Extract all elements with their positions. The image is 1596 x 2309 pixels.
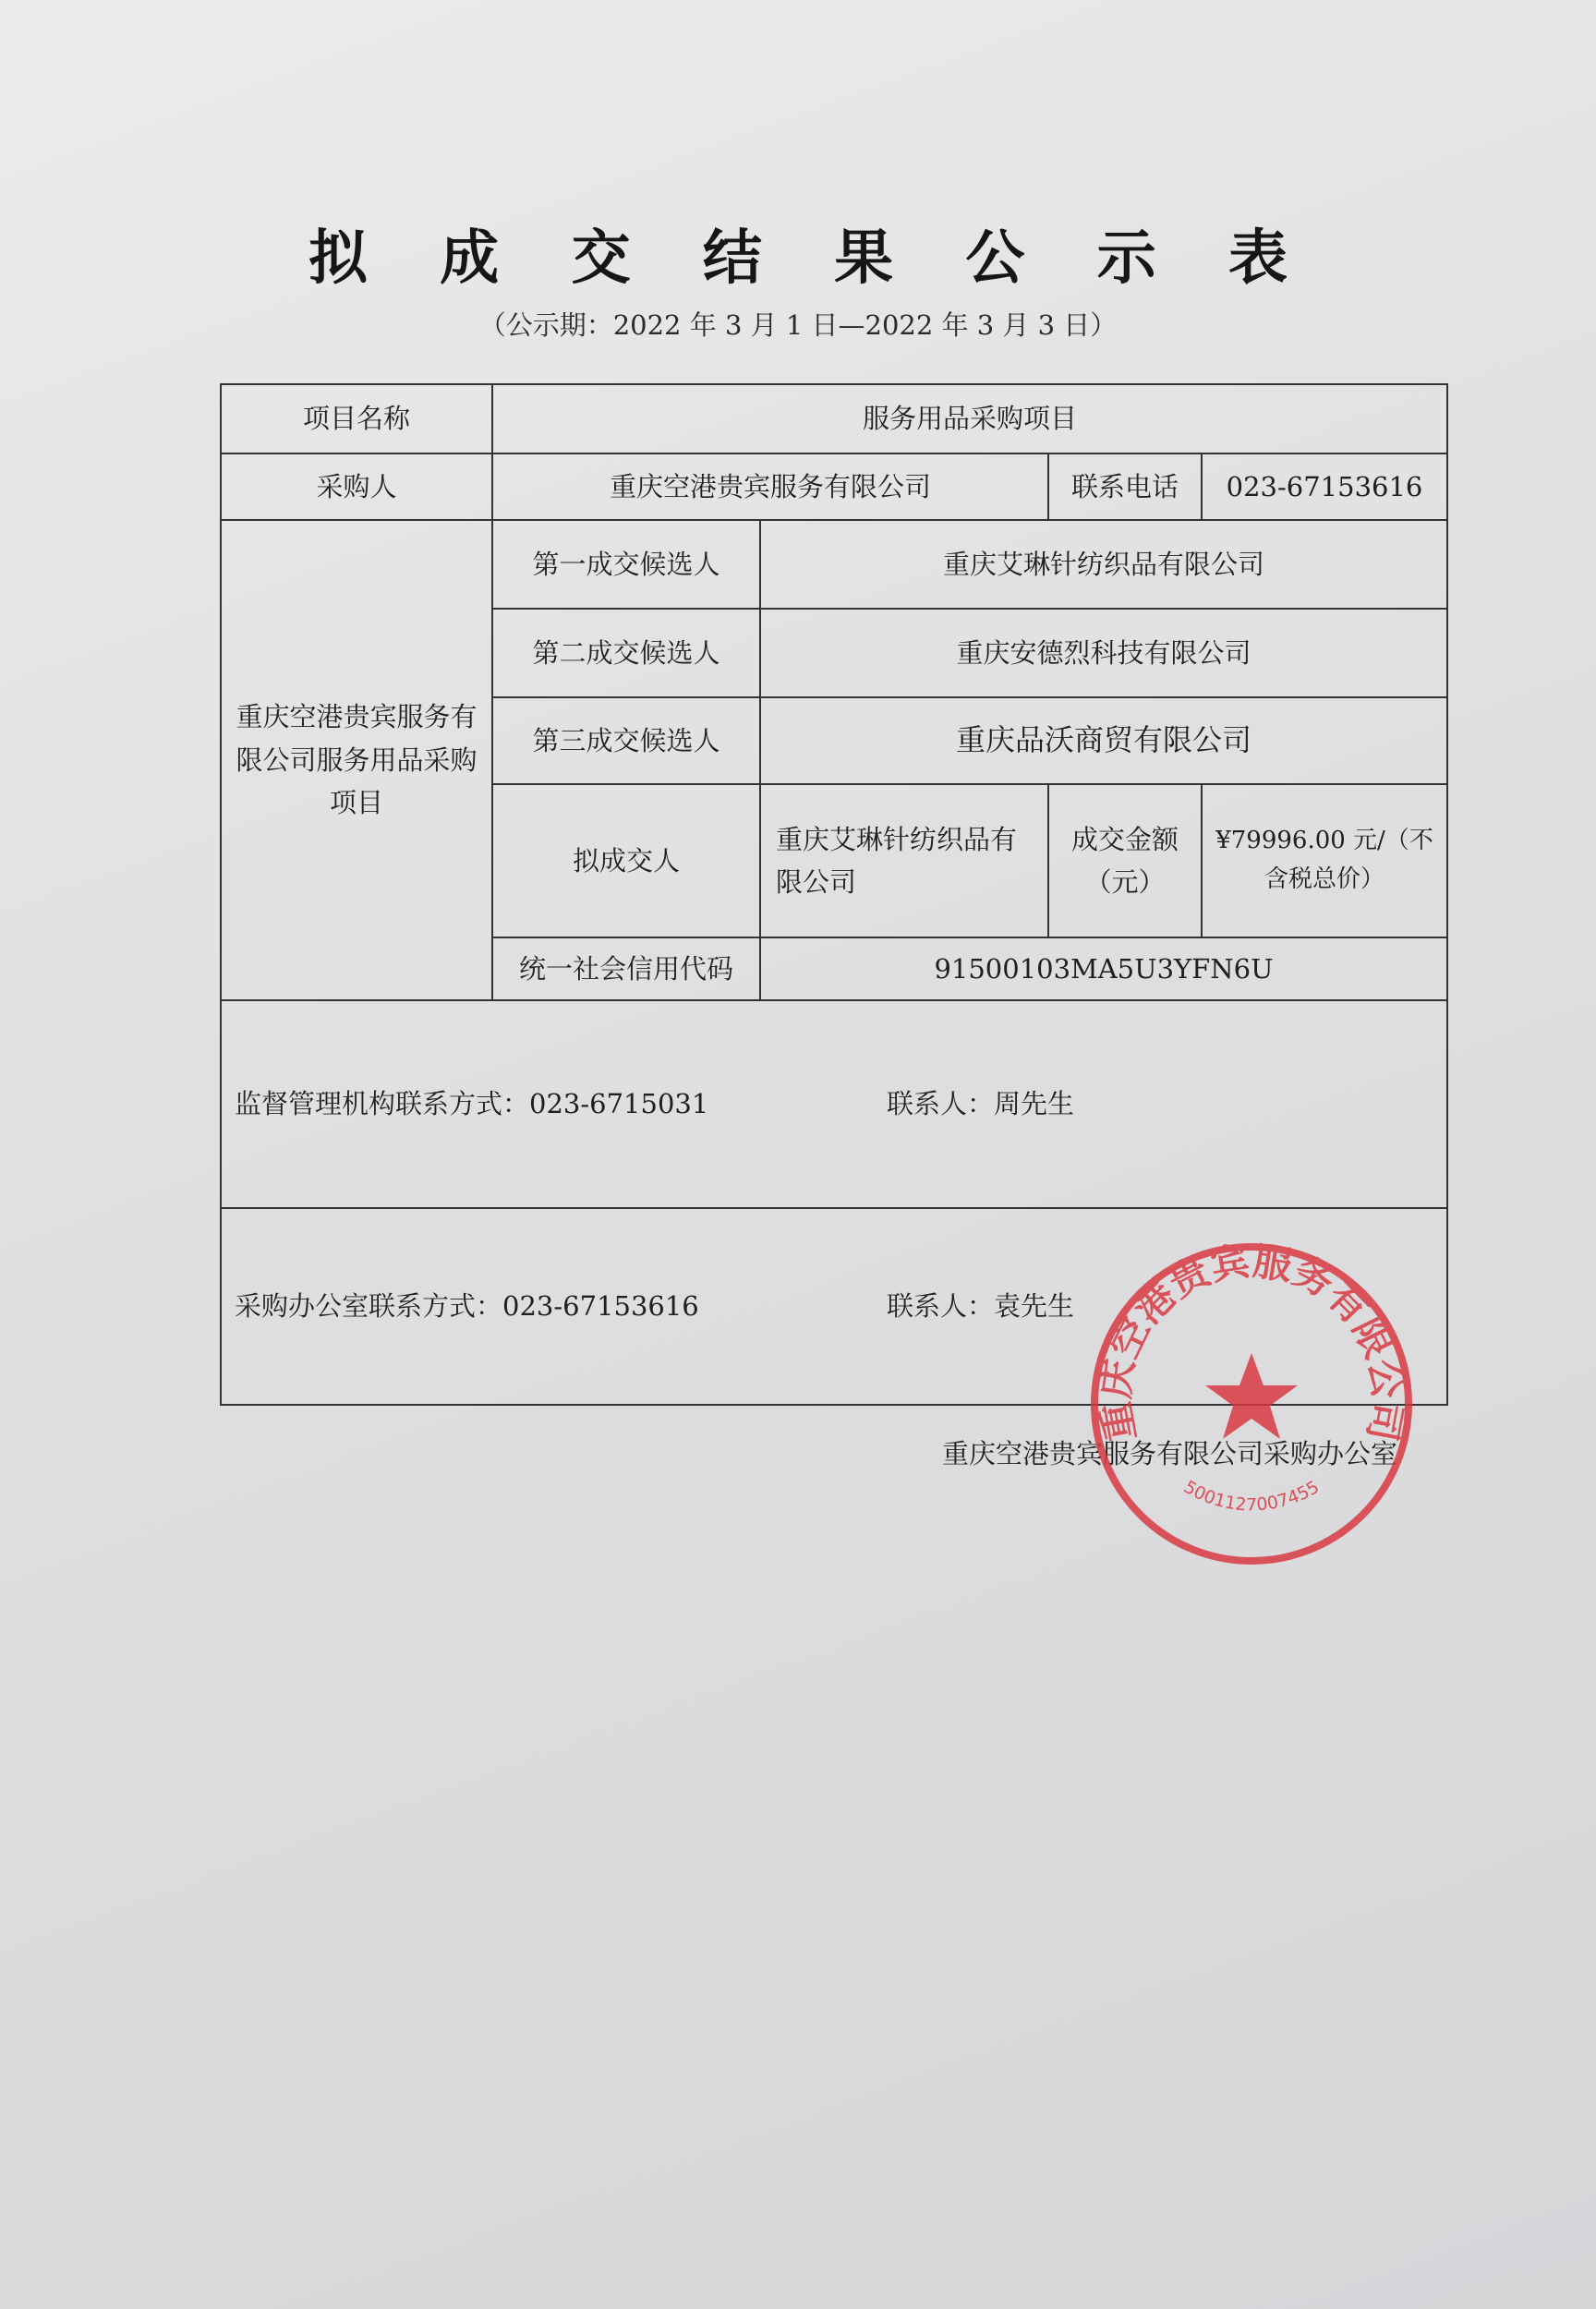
- phone-value: 023-67153616: [1202, 453, 1447, 520]
- office-person: 联系人：袁先生: [887, 1290, 1075, 1323]
- winner-label: 拟成交人: [492, 784, 760, 937]
- winner-value: 重庆艾琳针纺织品有限公司: [760, 784, 1048, 937]
- supervisor-contact: 监督管理机构联系方式：023-6715031: [235, 1088, 709, 1120]
- office-contact: 采购办公室联系方式：023-67153616: [235, 1290, 699, 1323]
- table-row: [221, 520, 1447, 609]
- purchaser-label: 采购人: [221, 453, 492, 520]
- table-row: [221, 453, 1447, 520]
- table-row: [221, 1000, 1447, 1208]
- project-name-label: 项目名称: [221, 384, 492, 453]
- candidate2-label: 第二成交候选人: [492, 609, 760, 697]
- project-name-value: 服务用品采购项目: [492, 384, 1447, 453]
- amount-label: 成交金额（元）: [1048, 784, 1202, 937]
- seal-name: 重庆空港贵宾服务有限公司: [1092, 1238, 1411, 1445]
- page-title: 拟 成 交 结 果 公 示 表: [308, 224, 1313, 293]
- table-row: [221, 384, 1447, 453]
- candidate3-label: 第三成交候选人: [492, 697, 760, 784]
- phone-label: 联系电话: [1048, 453, 1202, 520]
- amount-value: ¥79996.00 元/（不含税总价）: [1202, 784, 1447, 937]
- company-seal: [1085, 1238, 1418, 1570]
- star-icon: [1205, 1353, 1298, 1439]
- candidate2-value: 重庆安德烈科技有限公司: [760, 609, 1447, 697]
- signature: 重庆空港贵宾服务有限公司采购办公室: [942, 1438, 1398, 1469]
- credit-code-value: 91500103MA5U3YFN6U: [760, 937, 1447, 1000]
- supervisor-contact-cell: [221, 1000, 1447, 1208]
- candidate3-value: 重庆品沃商贸有限公司: [760, 697, 1447, 784]
- candidate1-value: 重庆艾琳针纺织品有限公司: [760, 520, 1447, 609]
- purchaser-value: 重庆空港贵宾服务有限公司: [492, 453, 1048, 520]
- credit-code-label: 统一社会信用代码: [492, 937, 760, 1000]
- publicity-period: （公示期：2022 年 3 月 1 日—2022 年 3 月 3 日）: [478, 309, 1118, 341]
- project-group-label: 重庆空港贵宾服务有限公司服务用品采购项目: [221, 520, 492, 1000]
- seal-number: 5001127007455: [1179, 1476, 1324, 1516]
- candidate1-label: 第一成交候选人: [492, 520, 760, 609]
- supervisor-person: 联系人：周先生: [887, 1088, 1075, 1120]
